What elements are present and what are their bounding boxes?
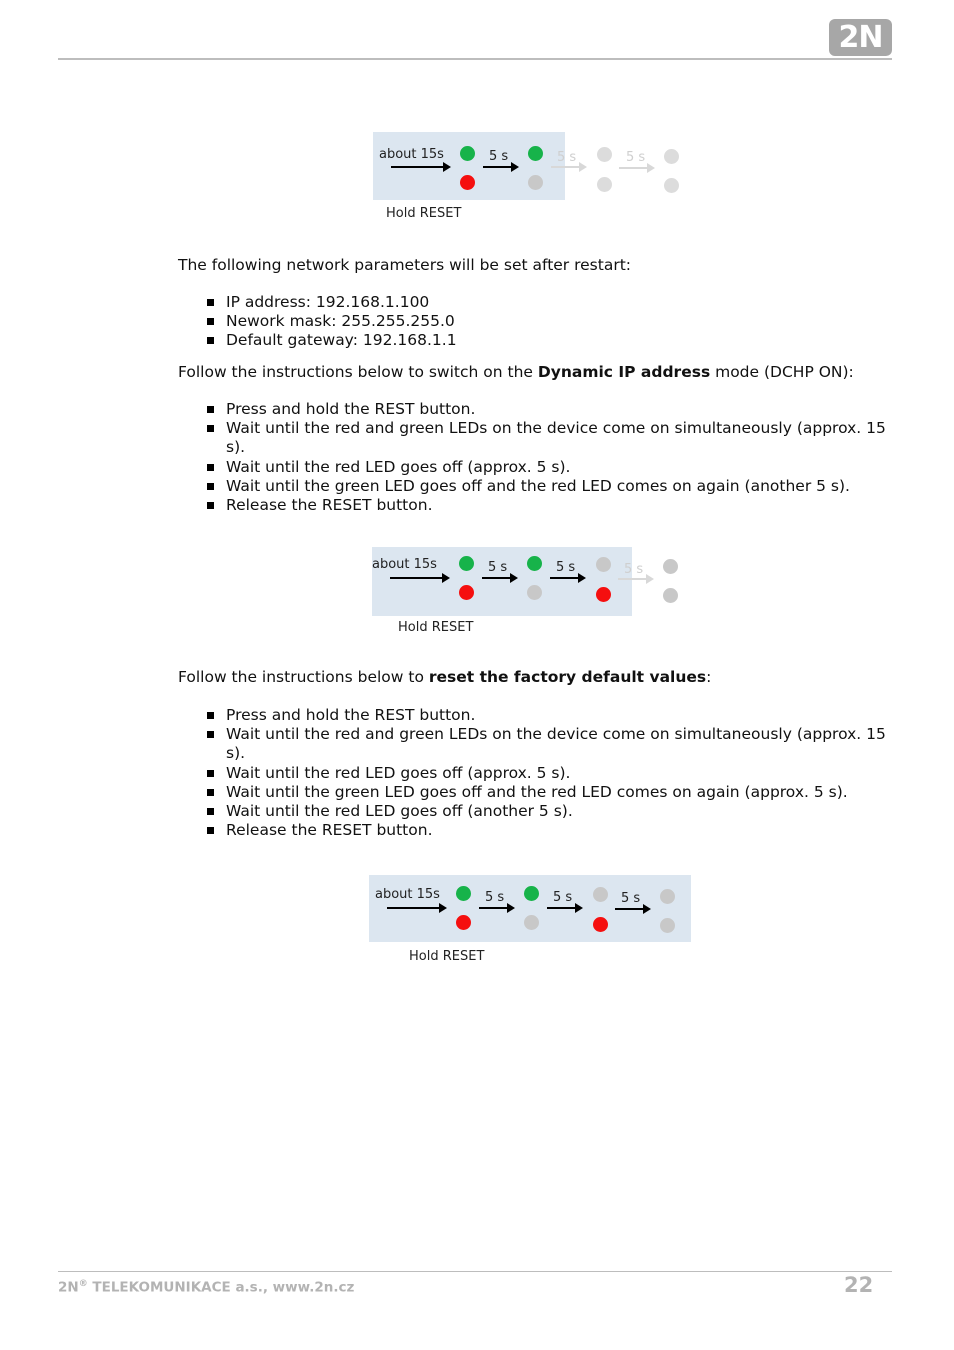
arrow-icon — [551, 166, 585, 168]
green-led-icon — [527, 556, 542, 571]
dynamic-prefix: Follow the instructions below to switch on the — [178, 363, 538, 381]
list-item: Wait until the red LED goes off (approx. 5 s). — [206, 458, 896, 477]
list-item: IP address: 192.168.1.100 — [206, 293, 896, 312]
footer-company-name: TELEKOMUNIKACE a.s., www.2n.cz — [87, 1279, 355, 1296]
green-led-icon — [524, 886, 539, 901]
step-label: 5 s — [626, 150, 646, 165]
off-led-icon — [663, 588, 678, 603]
arrow-icon — [390, 577, 448, 579]
green-led-icon — [528, 146, 543, 161]
arrow-icon — [547, 907, 581, 909]
dynamic-steps-list — [206, 400, 896, 515]
list-item: Wait until the green LED goes off and the red LED comes on again (another 5 s). — [206, 477, 896, 496]
off-led-icon — [593, 887, 608, 902]
red-led-icon — [456, 915, 471, 930]
step-label: 5 s — [553, 890, 573, 905]
arrow-icon — [479, 907, 513, 909]
arrow-icon — [483, 166, 517, 168]
factory-suffix: : — [706, 668, 712, 686]
hold-reset-caption: Hold RESET — [398, 620, 474, 635]
brand-logo: 2N — [829, 19, 892, 56]
factory-reset-paragraph — [178, 668, 711, 687]
arrow-icon — [618, 578, 652, 580]
list-item: Nework mask: 255.255.255.0 — [206, 312, 896, 331]
registered-mark: ® — [78, 1279, 88, 1289]
green-led-icon — [456, 886, 471, 901]
factory-prefix: Follow the instructions below to — [178, 668, 429, 686]
list-item: Press and hold the REST button. — [206, 400, 896, 419]
off-led-icon — [596, 557, 611, 572]
arrow-icon — [615, 908, 649, 910]
red-led-icon — [596, 587, 611, 602]
hold-reset-caption: Hold RESET — [409, 949, 485, 964]
time-label: about 15s — [372, 557, 437, 572]
off-led-icon — [663, 559, 678, 574]
factory-steps-list — [206, 706, 896, 840]
page-number: 22 — [844, 1273, 874, 1297]
time-label: about 15s — [379, 147, 444, 162]
list-item: Press and hold the REST button. — [206, 706, 896, 725]
time-label: about 15s — [375, 887, 440, 902]
dynamic-bold: Dynamic IP address — [537, 363, 711, 381]
intro-paragraph: The following network parameters will be set after restart: — [178, 256, 631, 274]
red-led-icon — [459, 585, 474, 600]
header-divider — [58, 58, 892, 60]
green-led-icon — [459, 556, 474, 571]
list-item: Wait until the red LED goes off (approx. 5 s). — [206, 764, 896, 783]
off-led-icon — [528, 175, 543, 190]
step-label: 5 s — [485, 890, 505, 905]
off-led-icon — [597, 147, 612, 162]
list-item: Wait until the green LED goes off and the red LED comes on again (approx. 5 s). — [206, 783, 896, 802]
arrow-icon — [619, 167, 653, 169]
footer-divider — [58, 1271, 892, 1272]
dynamic-ip-paragraph — [178, 363, 854, 382]
arrow-icon — [550, 577, 584, 579]
list-item: Default gateway: 192.168.1.1 — [206, 331, 896, 350]
step-label: 5 s — [624, 562, 644, 577]
off-led-icon — [597, 177, 612, 192]
arrow-icon — [387, 907, 445, 909]
step-label: 5 s — [489, 149, 509, 164]
hold-reset-caption: Hold RESET — [386, 206, 462, 221]
list-item: Release the RESET button. — [206, 496, 896, 515]
list-item: Release the RESET button. — [206, 821, 896, 840]
footer-brand: 2N — [58, 1279, 79, 1296]
factory-bold: reset the factory default values — [428, 668, 707, 686]
red-led-icon — [593, 917, 608, 932]
off-led-icon — [664, 178, 679, 193]
list-item: Wait until the red LED goes off (another 5 s). — [206, 802, 896, 821]
off-led-icon — [660, 918, 675, 933]
network-params-list — [206, 293, 896, 351]
footer-company — [58, 1279, 354, 1296]
list-item: Wait until the red and green LEDs on the device come on simultaneously (approx. 15 s). — [206, 725, 896, 763]
red-led-icon — [460, 175, 475, 190]
off-led-icon — [524, 915, 539, 930]
arrow-icon — [391, 166, 449, 168]
dynamic-suffix: mode (DCHP ON): — [710, 363, 854, 381]
list-item: Wait until the red and green LEDs on the device come on simultaneously (approx. 15 s). — [206, 419, 896, 457]
off-led-icon — [527, 585, 542, 600]
step-label: 5 s — [488, 560, 508, 575]
green-led-icon — [460, 146, 475, 161]
off-led-icon — [660, 889, 675, 904]
step-label: 5 s — [556, 560, 576, 575]
step-label: 5 s — [557, 150, 577, 165]
arrow-icon — [482, 577, 516, 579]
step-label: 5 s — [621, 891, 641, 906]
off-led-icon — [664, 149, 679, 164]
